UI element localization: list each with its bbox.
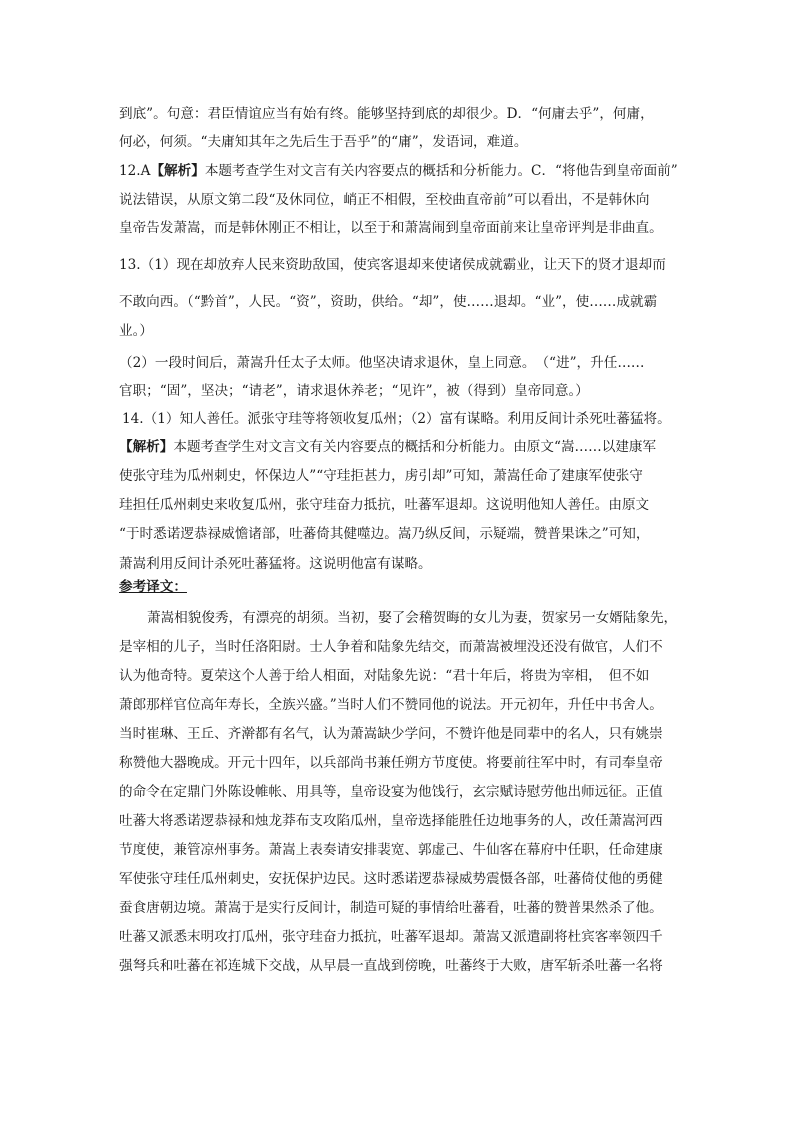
- translation-line-2: 是宰相的儿子，当时任洛阳尉。士人争着和陆象先结交，而萧嵩被埋没还没有做官，人们不: [119, 639, 663, 655]
- translation-line-12: 吐蕃又派悉末明攻打瓜州，张守珪奋力抵抗，吐蕃军退却。萧嵩又派遣副将杜宾客率领四千: [119, 929, 663, 945]
- translation-line-13: 强弩兵和吐蕃在祁连城下交战，从早晨一直战到傍晚，吐蕃终于大败，唐军斩杀吐蕃一名将: [119, 958, 663, 974]
- analysis-marker: 【解析】: [150, 163, 205, 179]
- translation-line-3: 认为他奇特。夏荣这个人善于给人相面，对陆象先说：“君十年后，将贵为宰相， 但不如: [119, 668, 650, 684]
- answer-14-analysis-line-4: “于时悉诺逻恭禄威憺诸部，吐蕃倚其健噬边。嵩乃纵反间，示疑端，赞普果诛之”可知，: [119, 526, 650, 542]
- analysis-marker: 【解析】: [119, 439, 174, 455]
- answer-13-line-3: 业。）: [119, 323, 153, 339]
- answer-11-line-1: 到底”。句意：君臣情谊应当有始有终。能够坚持到底的却很少。D．“何庸去乎”，何庸，: [119, 106, 654, 122]
- translation-line-5: 当时崔琳、王丘、齐澣都有名气，认为萧嵩缺少学问，不赞许他是同辈中的名人，只有姚崇: [119, 726, 663, 742]
- answer-14-line-1: 14.（1）知人善任。派张守珪等将领收复瓜州；（2）富有谋略。利用反间计杀死吐蕃猛将。: [122, 411, 671, 427]
- translation-heading: 参考译文：: [119, 579, 187, 595]
- answer-14-analysis-line-2: 使张守珪为瓜州刺史，怀保边人”“守珪拒甚力，虏引却”可知，萧嵩任命了建康军使张守: [119, 468, 643, 484]
- answer-13-line-4: （2）一段时间后，萧嵩升任太子太师。他坚决请求退休，皇上同意。 （“进”，升任……: [119, 355, 645, 371]
- translation-line-1: 萧嵩相貌俊秀，有漂亮的胡须。当初，娶了会稽贺晦的女儿为妻，贺家另一女婿陆象先，: [147, 610, 678, 626]
- answer-12-line-1: 12.A【解析】本题考查学生对文言有关内容要点的概括和分析能力。C．“将他告到皇帝面前”: [119, 163, 678, 179]
- answer-13-line-1: 13.（1）现在却放弃人民来资助敌国，使宾客退却来使诸侯成就霸业，让天下的贤才退却而: [119, 257, 666, 273]
- answer-14-analysis-line-1: 【解析】本题考查学生对文言文有关内容要点的概括和分析能力。由原文“嵩……以建康军: [119, 439, 657, 455]
- translation-line-7: 的命令在定鼎门外陈设帷帐、用具等，皇帝设宴为他饯行，玄宗赋诗慰劳他出师远征。正值: [119, 784, 663, 800]
- answer-14-analysis-line-5: 萧嵩利用反间计杀死吐蕃猛将。这说明他富有谋略。: [119, 556, 432, 572]
- translation-line-6: 称赞他大器晚成。开元十四年，以兵部尚书兼任朔方节度使。将要前往军中时，有司奉皇帝: [119, 755, 663, 771]
- answer-13-line-2: 不敢向西。（“黔首”，人民。“资”，资助，供给。“却”，使……退却。“业”，使……成就霸: [119, 294, 658, 310]
- translation-line-4: 萧郎那样官位高年寿长，全族兴盛。”当时人们不赞同他的说法。开元初年，升任中书舍人。: [119, 697, 663, 713]
- answer-11-line-2: 何必，何须。“夫庸知其年之先后生于吾乎”的“庸”，发语词，难道。: [119, 134, 528, 150]
- answer-13-line-5: 官职；“固”，坚决；“请老”，请求退休养老；“见许”，被（得到）皇帝同意。）: [119, 383, 589, 399]
- translation-line-9: 节度使，兼管凉州事务。萧嵩上表奏请安排裴宽、郭虚己、牛仙客在幕府中任职，任命建康: [119, 842, 663, 858]
- answer-12-line-3: 皇帝告发萧嵩，而是韩休刚正不相让，以至于和萧嵩闹到皇帝面前来让皇帝评判是非曲直。: [119, 220, 663, 236]
- answer-14-analysis-line-3: 珪担任瓜州刺史来收复瓜州，张守珪奋力抵抗，吐蕃军退却。这说明他知人善任。由原文: [119, 497, 650, 513]
- answer-12-line-2: 说法错误，从原文第二段“及休同位，峭正不相假，至校曲直帝前”可以看出，不是韩休向: [119, 192, 650, 208]
- translation-line-8: 吐蕃大将悉诺逻恭禄和烛龙莽布支攻陷瓜州，皇帝选择能胜任边地事务的人，改任萧嵩河西: [119, 813, 663, 829]
- translation-line-10: 军使张守珪任瓜州刺史，安抚保护边民。这时悉诺逻恭禄威势震慑各部，吐蕃倚仗他的勇健: [119, 871, 663, 887]
- translation-line-11: 蚕食唐朝边境。萧嵩于是实行反间计，制造可疑的事情给吐蕃看，吐蕃的赞普果然杀了他。: [119, 900, 663, 916]
